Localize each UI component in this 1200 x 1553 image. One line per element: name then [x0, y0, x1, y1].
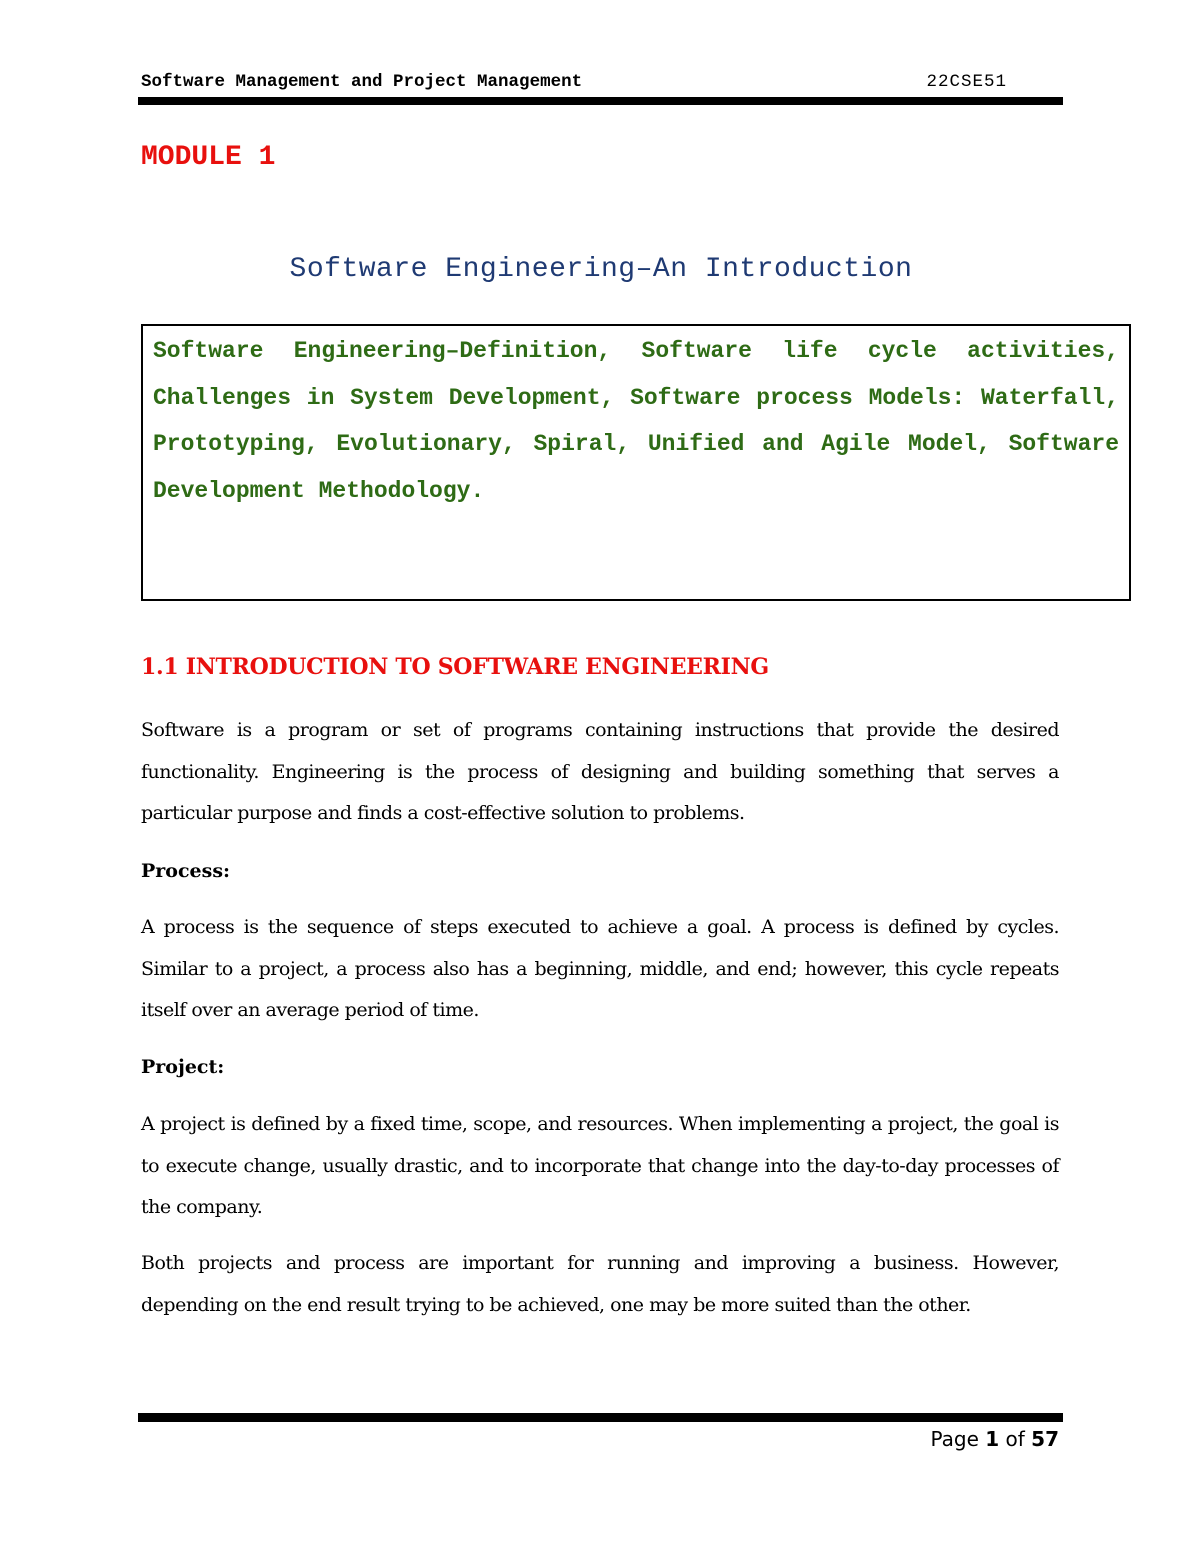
total-pages: 57 — [1031, 1427, 1059, 1451]
current-page: 1 — [985, 1427, 1000, 1451]
module-label: MODULE 1 — [141, 142, 276, 173]
process-label: Process: — [141, 860, 231, 882]
conclusion-paragraph: Both projects and process are important for running and improving a business. However, depending on the end result trying to be achieved, one may be more suited than the other. — [141, 1252, 1059, 1316]
intro-paragraph: Software is a program or set of programs containing instructions that provide the desired functionality. Engineering is the process of designing and building something that serves a particular purpose and finds a cost-effective solution to problems. — [141, 719, 1059, 824]
process-paragraph: A process is the sequence of steps executed to achieve a goal. A process is defined by cycles. Similar to a project, a process also has a beginning, middle, and end; however, this cycle repeats itself over an average period of time. — [141, 916, 1059, 1021]
page-header — [141, 72, 1063, 96]
course-code: 22CSE51 — [926, 72, 1007, 92]
module-title: Software Engineering–An Introduction — [289, 254, 913, 285]
project-label: Project: — [141, 1056, 225, 1078]
header-rule — [138, 97, 1063, 105]
page-number — [930, 1427, 1059, 1451]
project-paragraph: A project is defined by a fixed time, scope, and resources. When implementing a project, the goal is to execute change, usually drastic, and to incorporate that change into the day-to-day processes of the company. — [141, 1113, 1059, 1218]
of-word: of — [1005, 1427, 1025, 1451]
footer-rule — [138, 1413, 1063, 1422]
course-title: Software Management and Project Management — [141, 72, 583, 92]
page-word: Page — [930, 1427, 979, 1451]
syllabus-box — [141, 324, 1131, 601]
section-heading: 1.1 INTRODUCTION TO SOFTWARE ENGINEERING — [141, 654, 769, 680]
syllabus-text: Software Engineering–Definition, Software life cycle activities, Challenges in System Development, Software process Models: Waterfall, Prototyping, Evolutionary, Spiral, Unified and Agile Model, Software Development Methodology. — [153, 338, 1119, 505]
